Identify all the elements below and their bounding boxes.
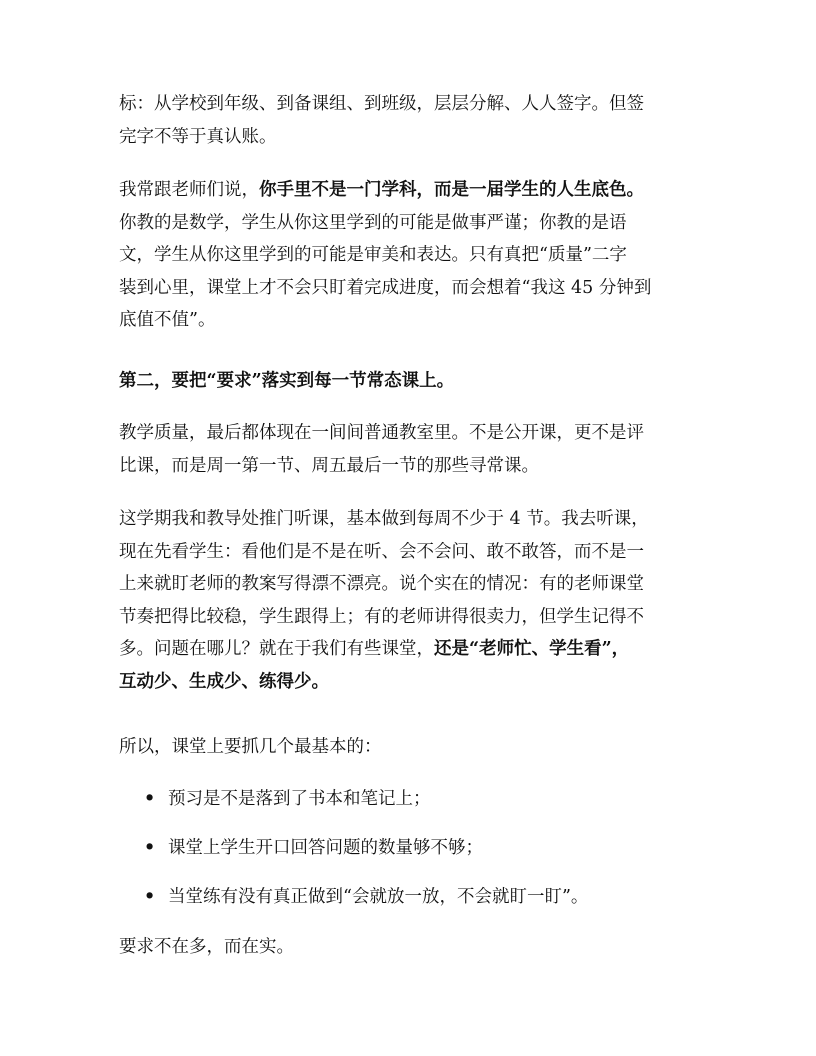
text-line: 这学期我和教导处推门听课，基本做到每周不少于 4 节。我去听课， [119, 509, 649, 529]
text-normal: 我常跟老师们说， [119, 180, 259, 200]
paragraph-goal-breakdown [119, 88, 704, 153]
text-line: 节奏把得比较稳，学生跟得上；有的老师讲得很卖力，但学生记得不 [119, 606, 644, 627]
paragraph-basics-intro: 所以，课堂上要抓几个最基本的： [119, 737, 382, 757]
text-line [119, 633, 704, 666]
bullet-icon: • [144, 789, 156, 809]
text-line: 完字不等于真认账。 [119, 126, 277, 147]
text-line: 装到心里，课堂上才不会只盯着完成进度，而会想着“我这 45 分钟到 [119, 277, 652, 298]
paragraph-conclusion: 要求不在多，而在实。 [119, 937, 294, 957]
list-item [144, 783, 704, 816]
section-heading-second: 第二，要把“要求”落实到每一节常态课上。 [119, 371, 455, 391]
list-item-text: 预习是不是落到了书本和笔记上； [168, 789, 431, 809]
text-line: 上来就盯老师的教案写得漂不漂亮。说个实在的情况：有的老师课堂 [119, 574, 644, 594]
list-item [144, 881, 704, 914]
text-line: 文，学生从你这里学到的可能是审美和表达。只有真把“质量”二字 [119, 245, 627, 265]
text-line: 标：从学校到年级、到备课组、到班级，层层分解、人人签字。但签 [119, 94, 644, 114]
text-emphasis: 你手里不是一门学科，而是一届学生的人生底色。 [259, 180, 644, 200]
list-item-text: 当堂练有没有真正做到“会就放一放，不会就盯一盯”。 [168, 887, 589, 907]
bullet-icon: • [144, 887, 156, 907]
text-emphasis: 还是“老师忙、学生看”， [434, 639, 630, 659]
list-item [144, 832, 704, 865]
paragraph-subject-meaning [119, 174, 704, 337]
text-line [119, 174, 704, 207]
text-line: 底值不值”。 [119, 310, 216, 330]
text-line: 比课，而是周一第一节、周五最后一节的那些寻常课。 [119, 455, 539, 476]
text-normal: 多。问题在哪儿？就在于我们有些课堂， [119, 639, 434, 659]
bullet-icon: • [144, 838, 156, 858]
paragraph-class-observation [119, 503, 704, 698]
text-line: 现在先看学生：看他们是不是在听、会不会问、敢不敢答，而不是一 [119, 541, 644, 562]
list-item-text: 课堂上学生开口回答问题的数量够不够； [168, 838, 483, 858]
text-line-emphasis: 互动少、生成少、练得少。 [119, 671, 329, 692]
text-line: 教学质量，最后都体现在一间间普通教室里。不是公开课，更不是评 [119, 423, 644, 443]
text-line: 你教的是数学，学生从你这里学到的可能是做事严谨；你教的是语 [119, 212, 627, 233]
paragraph-ordinary-classes [119, 417, 704, 482]
